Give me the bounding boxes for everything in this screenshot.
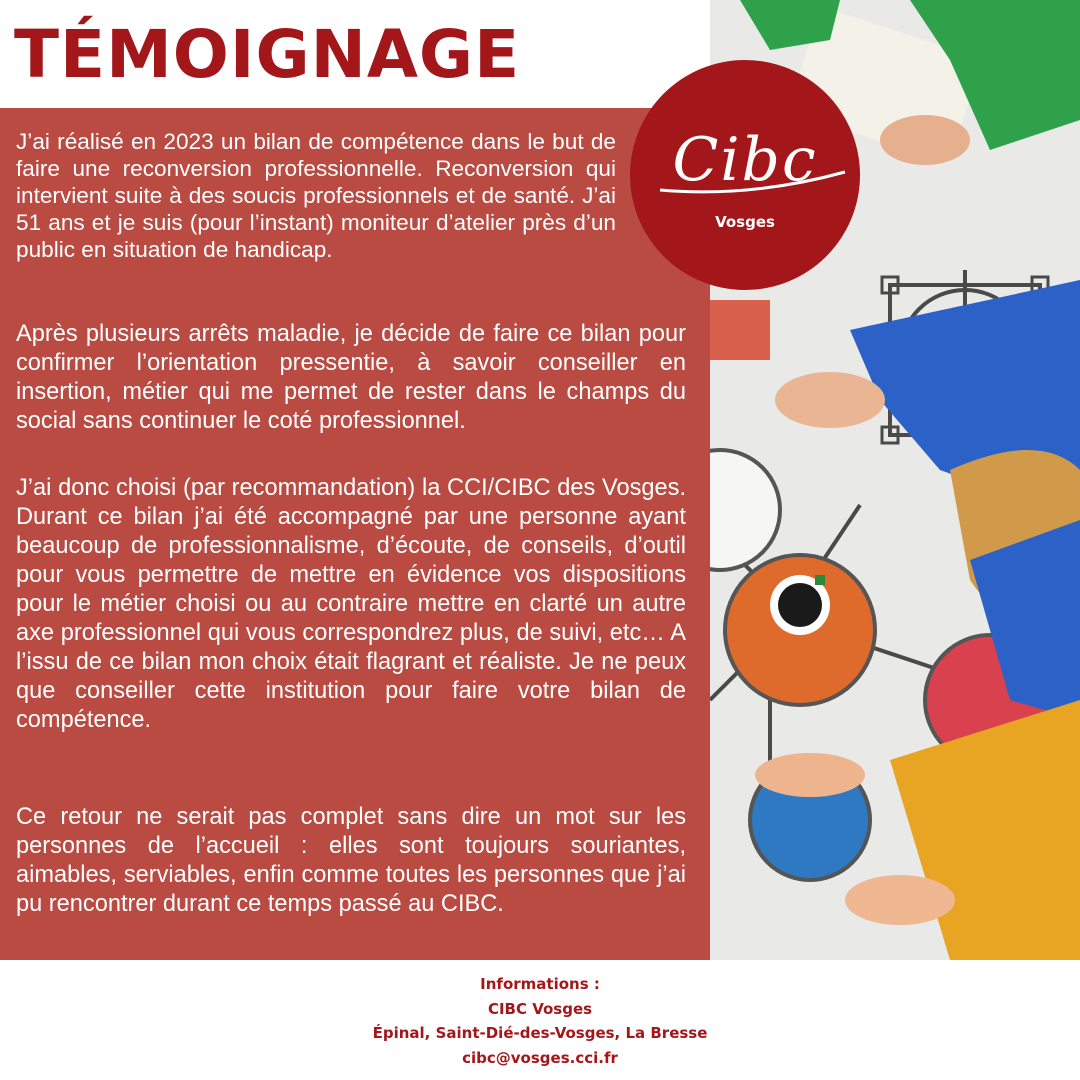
logo-swoosh-icon — [640, 170, 850, 200]
testimonial-paragraph-1: J’ai réalisé en 2023 un bilan de compétence dans le but de faire une reconversion professionnelle. Reconversion qui intervient suite à des soucis professionnels et de santé. J’ai 51 ans et je suis (pour l’instant) moniteur d’atelier près d’un public en situation de handicap. — [16, 129, 616, 262]
testimonial-paragraph-2: Après plusieurs arrêts maladie, je décide de faire ce bilan pour confirmer l’orientation pressentie, à savoir conseiller en insertion, métier qui me permet de rester dans le champs du social sans continuer le coté professionnel. — [16, 321, 686, 434]
testimonial-paragraph-3: J’ai donc choisi (par recommandation) la CCI/CIBC des Vosges. Durant ce bilan j’ai été accompagné par une personne ayant beaucoup de professionnalisme, d’écoute, de conseils, d’outil pour vous permettre de mettre en évidence vos dispositions pour le métier choisi ou au contraire mettre en clarté un autre axe professionnel qui vous correspondrez plus, de suivi, etc… A l’issu de ce bilan mon choix était flagrant et réaliste. Je ne peux que conseiller cette institution pour faire votre bilan de compétence. — [16, 475, 686, 733]
testimonial-paragraph-4: Ce retour ne serait pas complet sans dire un mot sur les personnes de l’accueil : elles sont toujours souriantes, aimables, serviables, enfin comme toutes les personnes que j’ai pu rencontrer durant ce temps passé au CIBC. — [16, 804, 686, 917]
footer-locations: Épinal, Saint-Dié-des-Vosges, La Bresse — [372, 1024, 708, 1042]
logo-wordmark: Cibc — [672, 125, 818, 195]
cibc-logo — [630, 60, 860, 290]
footer-heading: Informations : — [480, 975, 600, 993]
footer-info — [0, 972, 1080, 1070]
footer-org: CIBC Vosges — [487, 999, 593, 1018]
logo-subtitle: Vosges — [715, 213, 775, 231]
page-title: TÉMOIGNAGE — [14, 16, 521, 93]
footer-email[interactable]: cibc@vosges.cci.fr — [462, 1048, 618, 1067]
